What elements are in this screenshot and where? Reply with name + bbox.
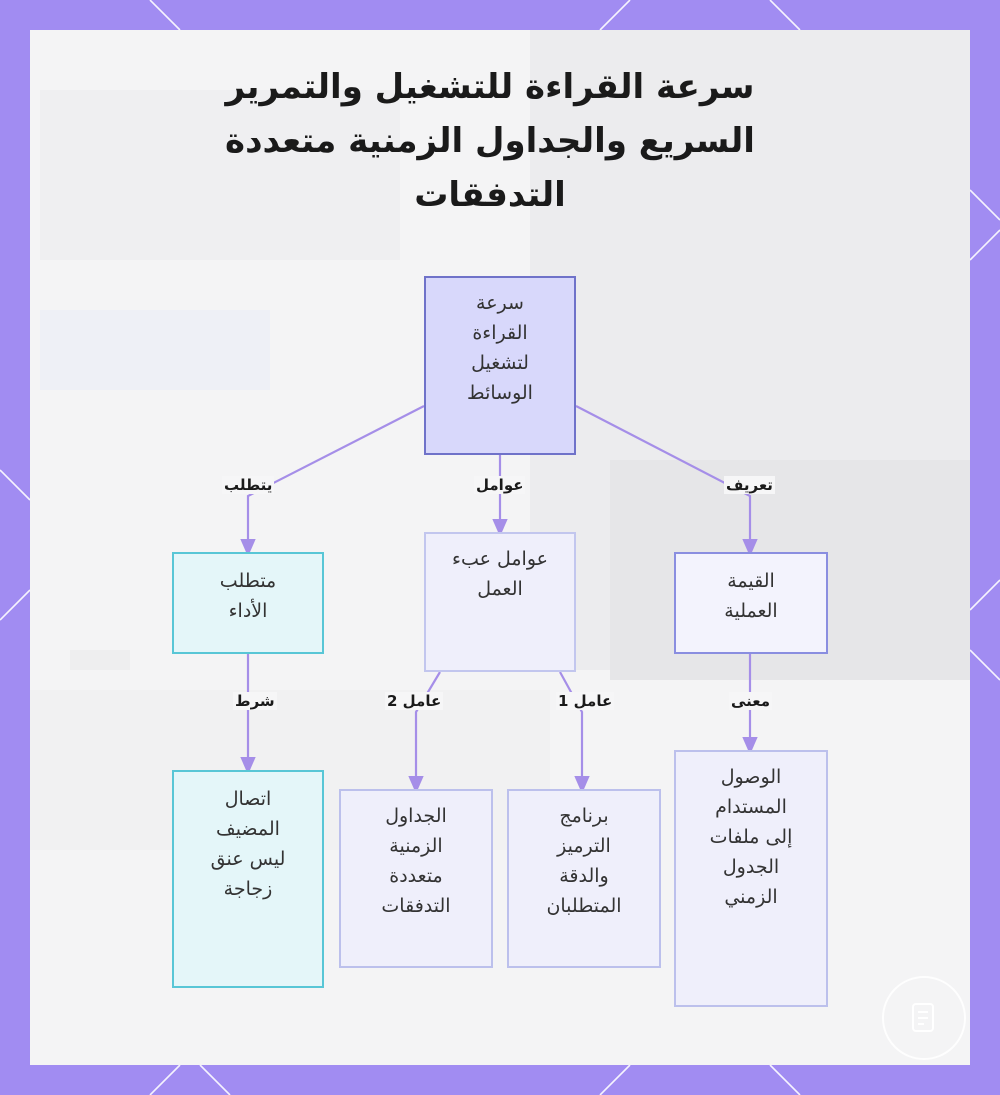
- node-practical-value-text: القيمة العملية: [724, 570, 778, 622]
- watermark-badge: [882, 976, 966, 1060]
- edge-label-meaning: معنى: [731, 692, 771, 710]
- node-performance-requirement: [172, 552, 324, 654]
- node-host-connection-text: اتصال المضيف ليس عنق زجاجة: [210, 788, 286, 900]
- node-multistream-timelines-text: الجداول الزمنية متعددة التدفقات: [381, 805, 451, 917]
- node-host-connection: [172, 770, 324, 988]
- edge-workload-to-multistream: [416, 672, 440, 787]
- edge-label-factor-2: عامل 2: [387, 692, 442, 710]
- edge-label-condition: شرط: [235, 692, 275, 710]
- node-root-text: سرعة القراءة لتشغيل الوسائط: [467, 292, 533, 404]
- node-workload-factors-text: عوامل عبء العمل: [452, 548, 548, 600]
- node-sustained-access: [674, 750, 828, 1007]
- node-practical-value: [674, 552, 828, 654]
- edge-workload-to-encoding: [560, 672, 582, 787]
- edge-root-to-performance: [248, 406, 424, 550]
- edge-label-definition: تعريف: [726, 476, 773, 494]
- node-sustained-access-text: الوصول المستدام إلى ملفات الجدول الزمني: [709, 766, 793, 908]
- node-performance-requirement-text: متطلب الأداء: [219, 570, 277, 622]
- node-root: [424, 276, 576, 455]
- diagram-title: سرعة القراءة للتشغيل والتمرير السريع والجداول الزمنية متعددة التدفقات: [225, 67, 755, 215]
- document-edit-icon: [909, 1001, 939, 1035]
- node-encoding-software-text: برنامج الترميز والدقة المتطلبان: [546, 805, 622, 917]
- edge-label-requires: يتطلب: [224, 476, 273, 494]
- edge-label-factor-1: عامل 1: [558, 692, 613, 710]
- node-multistream-timelines: [339, 789, 493, 968]
- node-workload-factors: [424, 532, 576, 672]
- edge-label-factors: عوامل: [476, 476, 524, 494]
- node-encoding-software: [507, 789, 661, 968]
